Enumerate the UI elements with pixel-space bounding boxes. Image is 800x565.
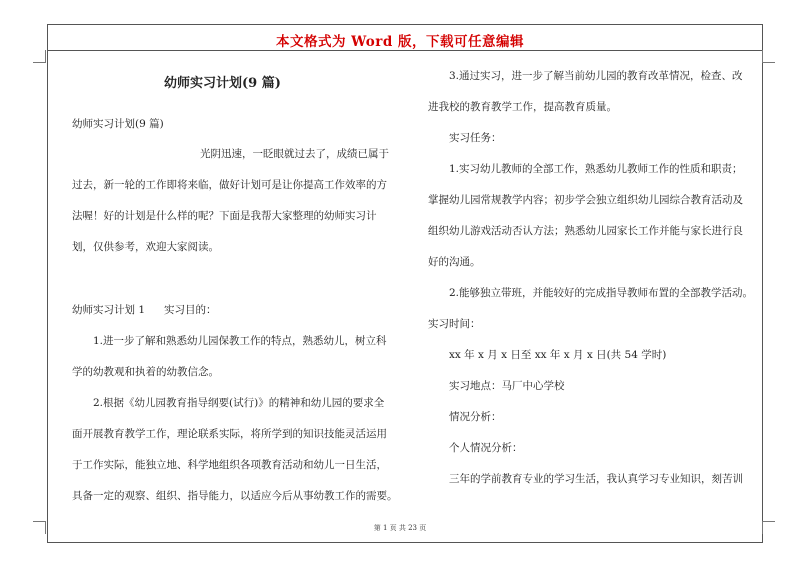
word-format-banner: 本文格式为 Word 版，下载可任意编辑: [275, 34, 525, 50]
para3-line-1: 3.通过实习，进一步了解当前幼儿园的教育改革情况，检查、改: [449, 70, 743, 82]
task1-line-2: 掌握幼儿园常规教学内容；初步学会独立组织幼儿园综合教育活动及: [428, 194, 743, 206]
para2-line-2: 面开展教育教学工作，理论联系实际，将所学到的知识技能灵活运用: [72, 428, 387, 440]
para2-line-3: 于工作实际，能独立地、科学地组织各项教育活动和幼儿一日生活，: [72, 459, 387, 471]
section-label: 实习目的：: [164, 304, 217, 316]
para1-line-2: 学的幼教观和执着的幼教信念。: [72, 366, 219, 378]
document-title: 幼师实习计划(9 篇): [164, 76, 281, 91]
para3-line-2: 进我校的教育教学工作，提高教育质量。: [428, 101, 617, 113]
task-label: 实习任务：: [449, 132, 502, 144]
para2-line-4: 具备一定的观察、组织、指导能力，以适应今后从事幼教工作的需要。: [72, 490, 398, 502]
task1-line-4: 好的沟通。: [428, 256, 481, 268]
banner-divider: [48, 50, 762, 51]
time-label: 实习时间：: [428, 318, 481, 330]
intro-line-3: 法喔！好的计划是什么样的呢？下面是我帮大家整理的幼师实习计: [72, 210, 377, 222]
intro-line-1: 光阴迅速，一眨眼就过去了，成绩已属于: [200, 148, 389, 160]
para2-line-1: 2.根据《幼儿园教育指导纲要(试行)》的精神和幼儿园的要求全: [93, 397, 385, 409]
intro-line-4: 划，仅供参考，欢迎大家阅读。: [72, 241, 219, 253]
intro-line-2: 过去，新一轮的工作即将来临，做好计划可是让你提高工作效率的方: [72, 179, 387, 191]
task2-line: 2.能够独立带班，并能较好的完成指导教师布置的全部教学活动。: [449, 287, 754, 299]
personal-label: 个人情况分析：: [449, 442, 523, 454]
analysis-label: 情况分析：: [449, 411, 502, 423]
para1-line-1: 1.进一步了解和熟悉幼儿园保教工作的特点，熟悉幼儿，树立科: [93, 335, 387, 347]
corner-mark-top-left: [33, 50, 46, 63]
last-line: 三年的学前教育专业的学习生活，我认真学习专业知识，刻苦训: [449, 473, 743, 485]
section-heading: 幼师实习计划 1: [72, 304, 146, 316]
corner-mark-top-right: [762, 50, 775, 63]
task1-line-3: 组织幼儿游戏活动否认方法；熟悉幼儿园家长工作并能与家长进行良: [428, 225, 743, 237]
place-line: 实习地点：马厂中心学校: [449, 380, 565, 392]
page-number-footer: 第 1 页 共 23 页: [373, 524, 427, 532]
task1-line-1: 1.实习幼儿教师的全部工作，熟悉幼儿教师工作的性质和职责；: [449, 163, 743, 175]
time-value: xx 年 x 月 x 日至 xx 年 x 月 x 日(共 54 学时): [449, 349, 667, 361]
document-subtitle: 幼师实习计划(9 篇): [72, 118, 164, 130]
